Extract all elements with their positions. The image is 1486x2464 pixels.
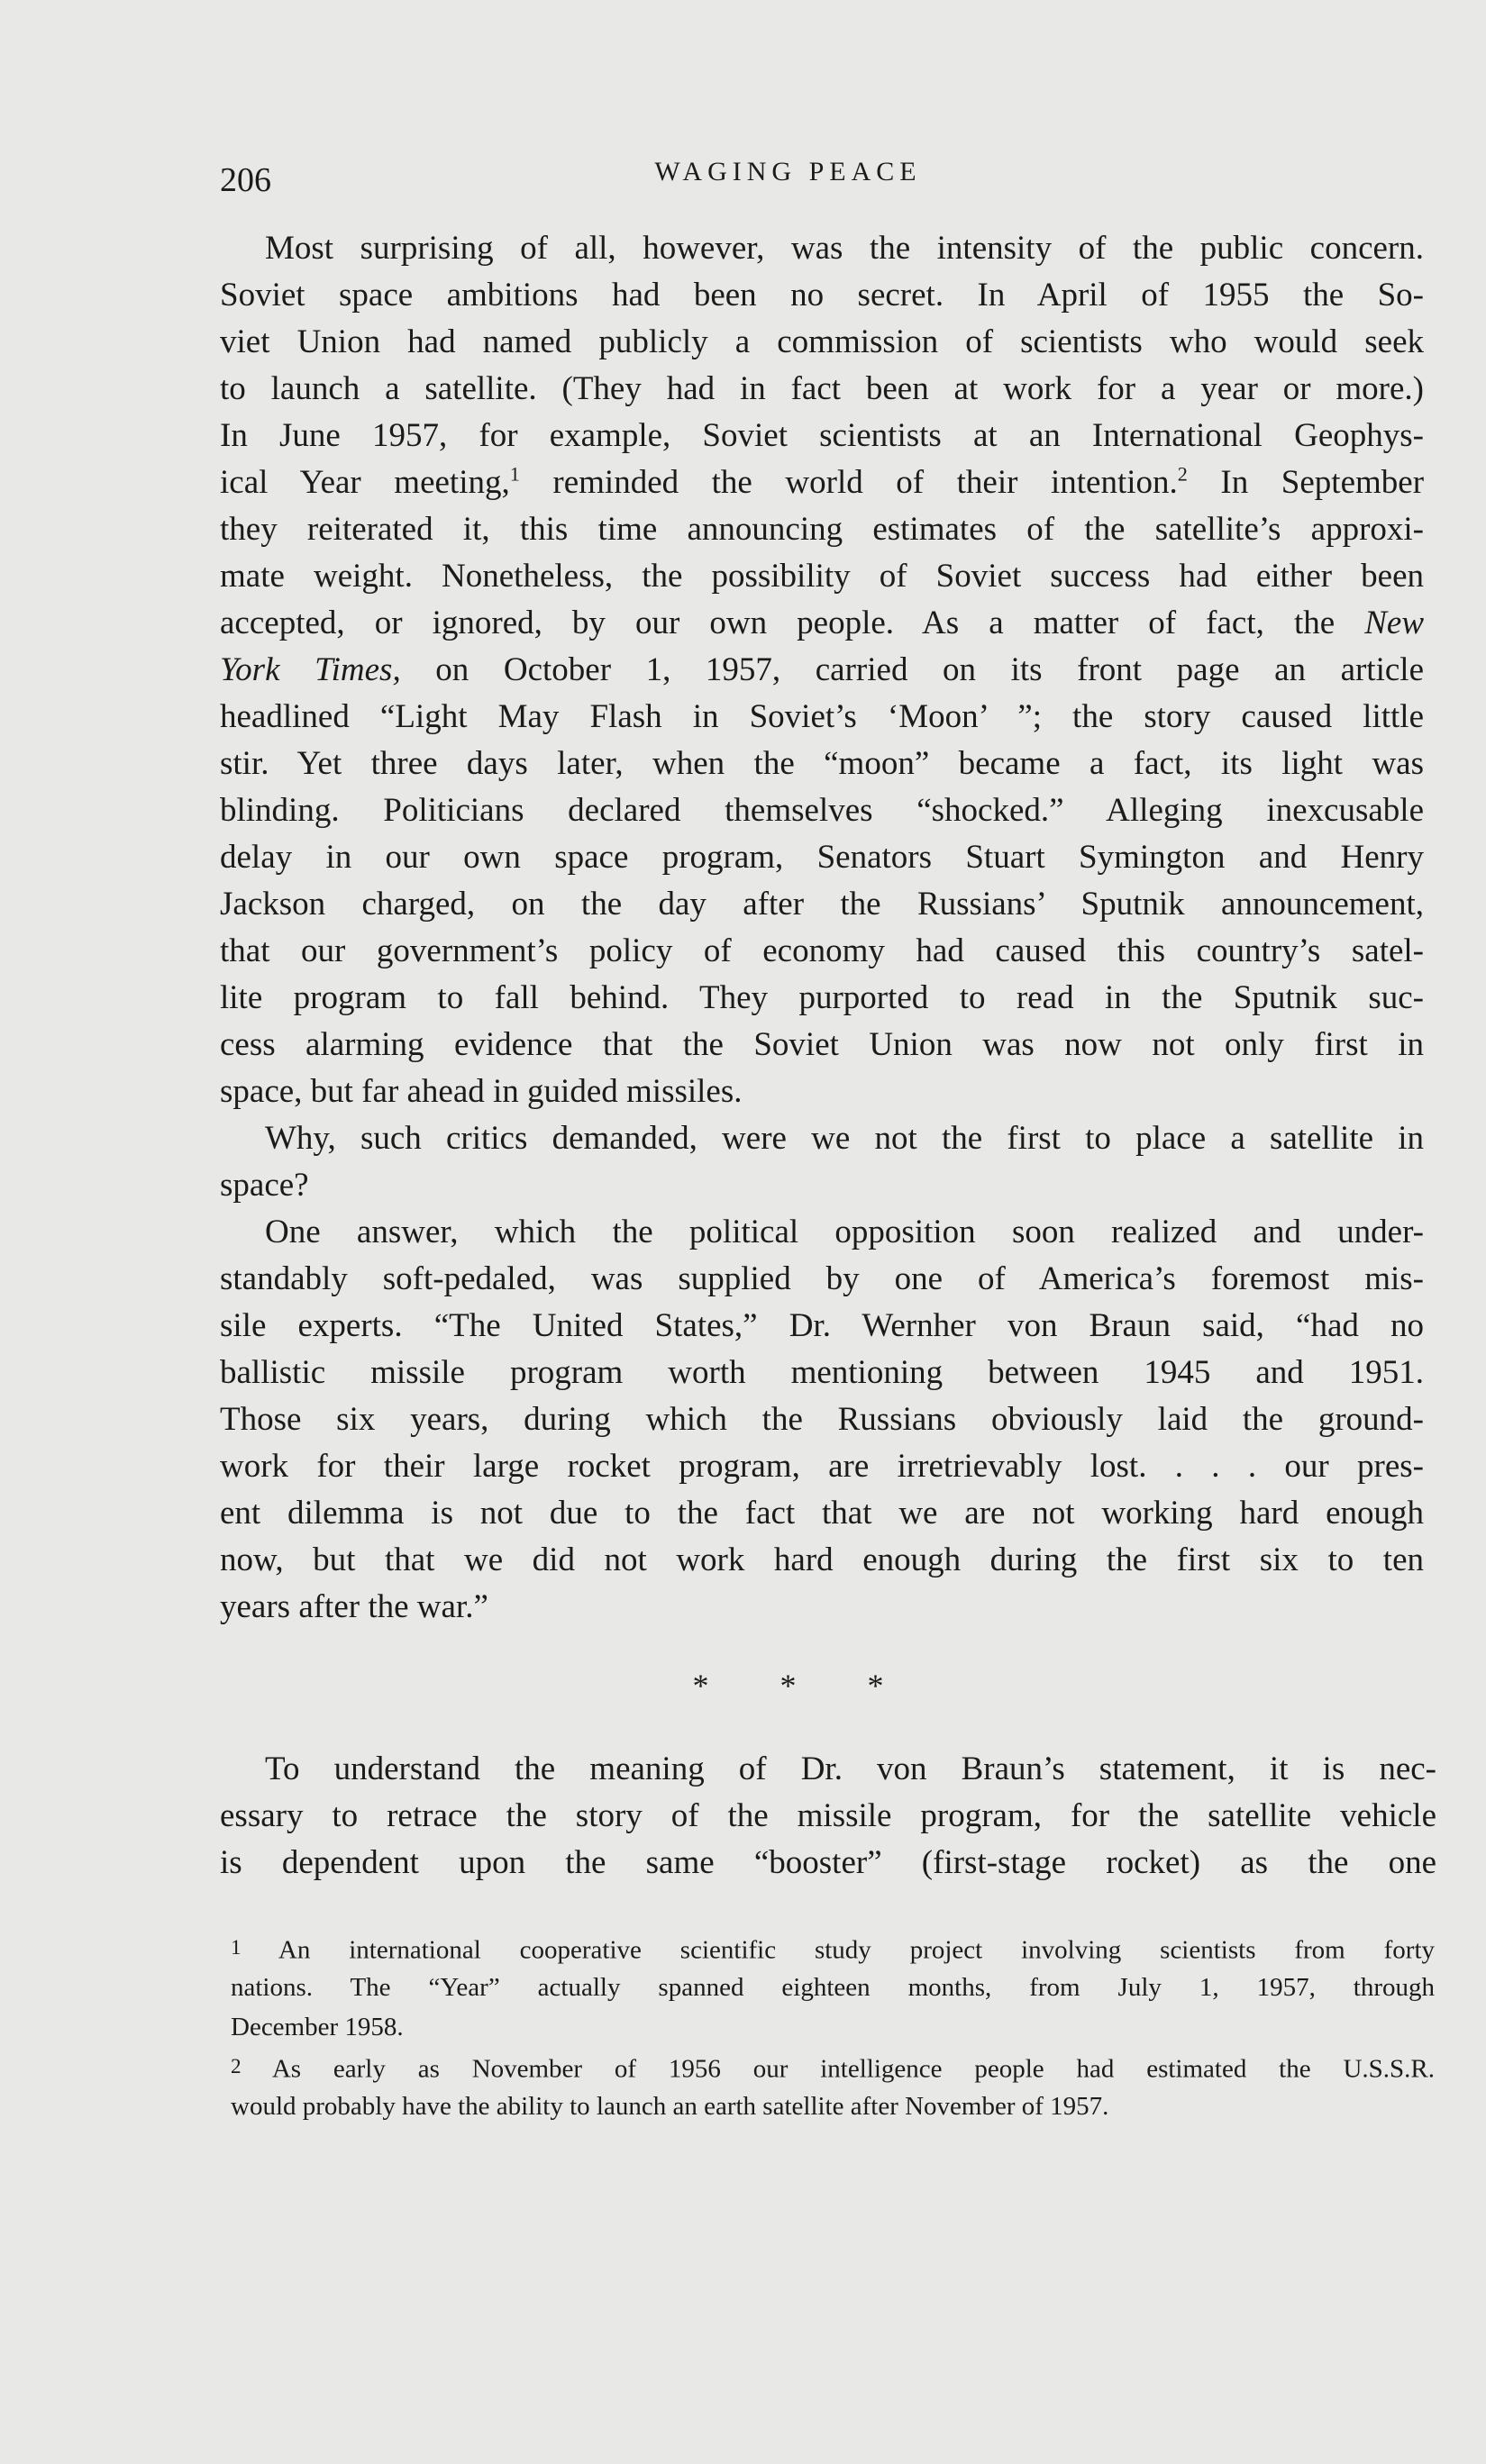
footnote-marker: 2 [1177, 462, 1188, 486]
text-line [220, 600, 1424, 647]
text-segment: headlined “Light May Flash in Soviet’s ‘Moon’ ”; the story caused little [220, 698, 1424, 735]
text-segment: standably soft-pedaled, was supplied by one of America’s foremost mis- [220, 1260, 1424, 1297]
text-segment: As early as November of 1956 our intelligence people had estimated the U.S.S.R. [241, 2054, 1435, 2084]
text-line [220, 1584, 1424, 1631]
text-line [220, 459, 1424, 506]
text-segment: to launch a satellite. (They had in fact been at work for a year or more.) [220, 370, 1424, 407]
text-line [220, 1256, 1424, 1303]
text-line [220, 1162, 1424, 1209]
text-line [220, 1022, 1424, 1068]
text-segment: Those six years, during which the Russians obviously laid the ground- [220, 1401, 1424, 1438]
text-segment: ent dilemma is not due to the fact that we are not working hard enough [220, 1495, 1424, 1532]
text-line [220, 1068, 1424, 1115]
text-line [220, 694, 1424, 741]
text-line [220, 1793, 1436, 1840]
text-segment: delay in our own space program, Senators Stuart Symington and Henry [220, 839, 1424, 876]
section-break: * * * [692, 1668, 884, 1704]
text-segment: An international cooperative scientific study project involving scientists from forty [241, 1935, 1435, 1965]
text-segment: In September [1187, 464, 1425, 501]
text-line [220, 1396, 1424, 1443]
text-segment: ballistic missile program worth mentioning between 1945 and 1951. [220, 1354, 1424, 1391]
text-line [220, 741, 1424, 787]
text-line [220, 413, 1424, 459]
footnote-line [231, 2087, 1435, 2126]
footnote-line [231, 2047, 1435, 2087]
footnote-line [231, 1968, 1435, 2007]
text-line [220, 272, 1424, 319]
text-segment: One answer, which the political opposition soon realized and under- [265, 1214, 1424, 1250]
text-line [220, 553, 1424, 600]
text-segment: ical Year meeting, [220, 464, 510, 501]
text-segment: on October 1, 1957, carried on its front page an article [400, 651, 1424, 688]
text-line [220, 506, 1424, 553]
page-number: 206 [220, 161, 271, 199]
text-line [220, 366, 1424, 413]
text-line [220, 1303, 1424, 1350]
text-segment: nations. The “Year” actually spanned eighteen months, from July 1, 1957, through [231, 1973, 1435, 2002]
text-segment: Why, such critics demanded, were we not the first to place a satellite in [265, 1120, 1424, 1157]
text-segment: would probably have the ability to launch an earth satellite after November of 1957. [231, 2092, 1109, 2121]
text-segment: York Times, [220, 651, 401, 688]
footnote-marker: 1 [509, 462, 520, 486]
text-line [220, 1350, 1424, 1396]
text-line [220, 975, 1424, 1022]
text-segment: mate weight. Nonetheless, the possibility of Soviet success had either been [220, 558, 1424, 595]
text-segment: work for their large rocket program, are irretrievably lost. . . . our pres- [220, 1448, 1424, 1485]
text-segment: now, but that we did not work hard enough during the first six to ten [220, 1541, 1424, 1578]
text-segment: is dependent upon the same “booster” (first-stage rocket) as the one [220, 1844, 1436, 1881]
text-line [220, 1746, 1436, 1793]
text-line [220, 225, 1424, 272]
footnote-line [231, 1928, 1435, 1968]
text-segment: sile experts. “The United States,” Dr. Wernher von Braun said, “had no [220, 1307, 1424, 1344]
text-segment: blinding. Politicians declared themselves “shocked.” Alleging inexcusable [220, 792, 1424, 829]
text-line [220, 319, 1424, 366]
text-segment: December 1958. [231, 2013, 404, 2041]
footnotes [231, 1928, 1435, 2126]
text-line [220, 881, 1424, 928]
text-line [220, 1443, 1424, 1490]
text-segment: stir. Yet three days later, when the “moon” became a fact, its light was [220, 745, 1424, 782]
text-segment: accepted, or ignored, by our own people. As a matter of fact, the [220, 605, 1365, 641]
text-segment: essary to retrace the story of the missile program, for the satellite vehicle [220, 1797, 1436, 1834]
footnote-marker: 2 [231, 2055, 242, 2078]
text-segment: Soviet space ambitions had been no secret. In April of 1955 the So- [220, 277, 1424, 314]
running-head: WAGING PEACE [654, 157, 922, 186]
text-segment: cess alarming evidence that the Soviet Union was now not only first in [220, 1026, 1424, 1063]
text-line [220, 1490, 1424, 1537]
text-segment: New [1364, 605, 1424, 641]
text-line [220, 787, 1424, 834]
text-line [220, 647, 1424, 694]
text-segment: To understand the meaning of Dr. von Braun’s statement, it is nec- [265, 1750, 1436, 1787]
text-segment: they reiterated it, this time announcing estimates of the satellite’s approxi- [220, 511, 1424, 548]
text-segment: space, but far ahead in guided missiles. [220, 1073, 743, 1110]
footnote-marker: 1 [231, 1936, 242, 1959]
text-segment: lite program to fall behind. They purported to read in the Sputnik suc- [220, 979, 1424, 1016]
text-segment: reminded the world of their intention. [519, 464, 1178, 501]
text-segment: viet Union had named publicly a commission of scientists who would seek [220, 323, 1424, 360]
text-segment: Jackson charged, on the day after the Russians’ Sputnik announcement, [220, 886, 1424, 923]
text-segment: In June 1957, for example, Soviet scientists at an International Geophys- [220, 417, 1424, 454]
text-segment: space? [220, 1167, 309, 1204]
body-text-continued [220, 1746, 1436, 1887]
text-segment: years after the war.” [220, 1588, 488, 1625]
text-segment: Most surprising of all, however, was the intensity of the public concern. [265, 230, 1424, 267]
text-line [220, 1537, 1424, 1584]
text-segment: that our government’s policy of economy had caused this country’s satel- [220, 932, 1424, 969]
text-line [220, 1209, 1424, 1256]
text-line [220, 1115, 1424, 1162]
footnote-line [231, 2007, 1435, 2047]
text-line [220, 1840, 1436, 1887]
body-text [220, 225, 1424, 1631]
text-line [220, 928, 1424, 975]
text-line [220, 834, 1424, 881]
